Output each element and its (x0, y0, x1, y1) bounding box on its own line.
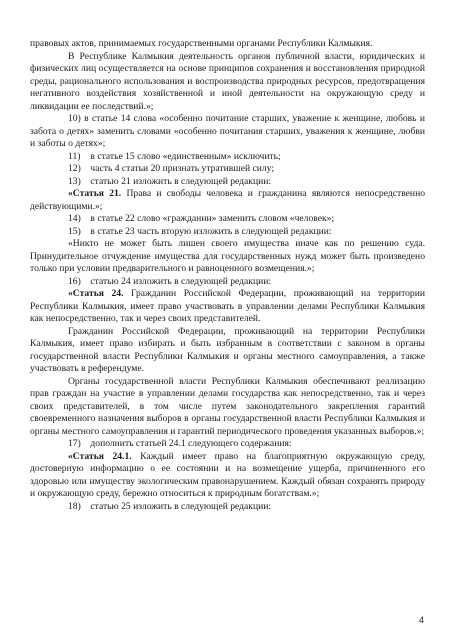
document-body (30, 38, 425, 513)
item-number: 13) (68, 175, 81, 187)
item-number: 18) (68, 500, 81, 512)
paragraph: Гражданин Российской Федерации, проживающий на территории Республики Калмыкия, имеет право избирать и быть избранным в соответствии с законом в органы государственной власти Республики Калмыкия и органы местного самоуправления, а также участвовать в референдуме. (30, 325, 425, 374)
item-text: в статье 15 слово «единственным» исключить; (90, 150, 281, 162)
item-text: часть 4 статьи 20 признать утратившей силу; (90, 163, 275, 174)
paragraph: «Никто не может быть лишен своего имущества иначе как по решению суда. Принудительное отчуждение имущества для государственных нужд может быть произведено только при условии предварительного и равноценного возмещения.»; (30, 238, 425, 274)
article-text: Права и свободы человека и гражданина являются непосредственно действующими.»; (30, 188, 425, 212)
item-number: 12) (68, 163, 81, 174)
article-paragraph (30, 451, 425, 501)
list-item (30, 501, 425, 514)
item-text: в статье 22 слово «граждании» заменить словом «человек»; (90, 213, 335, 224)
list-item (30, 213, 425, 226)
list-item (30, 176, 425, 189)
article-paragraph (30, 188, 425, 213)
item-number: 14) (68, 213, 81, 224)
list-item (30, 226, 425, 239)
item-text: дополнить статьей 24.1 следующего содержания: (90, 438, 292, 449)
item-number: 11) (68, 150, 81, 162)
article-heading: «Статья 24.1. (68, 450, 132, 462)
item-number: 10) (68, 113, 81, 124)
article-heading: «Статья 21. (68, 188, 122, 199)
list-item (30, 113, 425, 151)
page-number: 4 (418, 615, 424, 625)
paragraph: В Республике Калмыкия деятельность органов публичной власти, юридических и физических лиц осуществляется на основе принципов сохранения и восстановления природной среды, рационального использования и воспроизводства природных ресурсов, предотвращения негативного воздействия хозяйственной и иной деятельности на окружающую среду и ликвидации ее последствий.»; (30, 50, 425, 112)
item-text: статью 24 изложить в следующей редакции: (90, 275, 272, 287)
item-text: статью 25 изложить в следующей редакции: (90, 500, 272, 512)
article-text: Каждый имеет право на благоприятную окружающую среду, достоверную информацию о ее состоянии и на возмещение ущерба, причиненного его здоровью или имуществу экологическим правонарушением. Каждый обязан сохранять природу и окружающую среду, бережно относиться к природным богатствам.»; (30, 450, 425, 499)
item-number: 17) (68, 438, 81, 449)
item-text: в статье 23 часть вторую изложить в следующей редакции: (90, 225, 332, 237)
article-heading: «Статья 24. (68, 288, 124, 299)
article-text: Гражданин Российской Федерации, проживающий на территории Республики Калмыкия, имеет право участвовать в управлении делами Республики Калмыкия как непосредственно, так и через своих представителей. (30, 288, 425, 324)
list-item (30, 163, 425, 176)
paragraph: правовых актов, принимаемых государственными органами Республики Калмыкия. (30, 38, 373, 49)
item-number: 15) (68, 225, 81, 237)
article-paragraph (30, 288, 425, 326)
item-text: в статье 14 слова «особенно почитание старших, уважение к женщине, любовь и забота о детях» заменить словами «особенно почитания старших, уважения к женщине, любви и заботы о детях»; (30, 113, 425, 149)
list-item (30, 276, 425, 289)
list-item (30, 151, 425, 164)
item-text: статью 21 изложить в следующей редакции: (90, 175, 272, 187)
paragraph: Органы государственной власти Республики Калмыкия обеспечивают реализацию прав граждан на участие в управлении делами государства как непосредственно, так и через своих представителей, в том числе путем законодательного закрепления гарантий своевременного назначения выборов в органы государственной власти Республики Калмыкия и органы местного самоуправления и гарантий периодического проведения указанных выборов.»; (30, 375, 425, 437)
list-item (30, 438, 425, 451)
item-number: 16) (68, 275, 81, 287)
